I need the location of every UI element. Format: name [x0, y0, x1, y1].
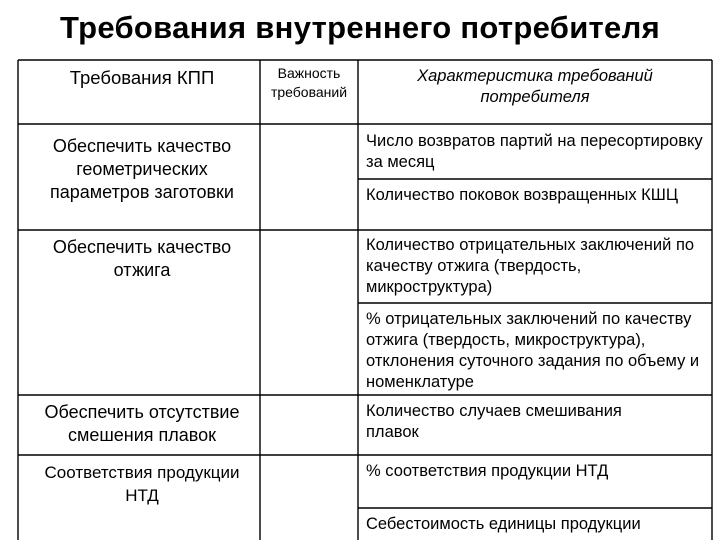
requirement-no-heat-mixing: Обеспечить отсутствие смешения плавок — [44, 402, 240, 445]
characteristic-returned-forgings: Количество поковок возвращенных КШЦ — [366, 186, 679, 204]
characteristic-returns-per-month: Число возвратов партий на пересортировку за месяц — [366, 132, 703, 171]
requirement-ntd-compliance: Соответствия продукции НТД — [44, 463, 240, 505]
page-title: Требования внутреннего потребителя — [60, 10, 660, 45]
header-characteristics: Характеристика требований потребителя — [417, 67, 653, 106]
characteristic-ntd-compliance-percent: % соответствия продукции НТД — [366, 462, 609, 480]
requirement-geometry: Обеспечить качество геометрических параметров заготовки — [50, 136, 234, 202]
header-importance: Важность требований — [270, 65, 348, 100]
characteristic-negative-conclusions-percent: % отрицательных заключений по качеству отжига (твердость, микроструктура), отклонения суточного задания по объему и номенклатуре — [366, 310, 700, 391]
characteristic-unit-cost: Себестоимость единицы продукции — [366, 515, 641, 533]
characteristic-mixing-cases: Количество случаев смешивания плавок — [366, 402, 622, 441]
header-requirements: Требования КПП — [69, 67, 215, 88]
requirement-annealing: Обеспечить качество отжига — [52, 237, 232, 280]
characteristic-negative-conclusions-count: Количество отрицательных заключений по качеству отжига (твердость, микроструктура) — [366, 236, 695, 296]
